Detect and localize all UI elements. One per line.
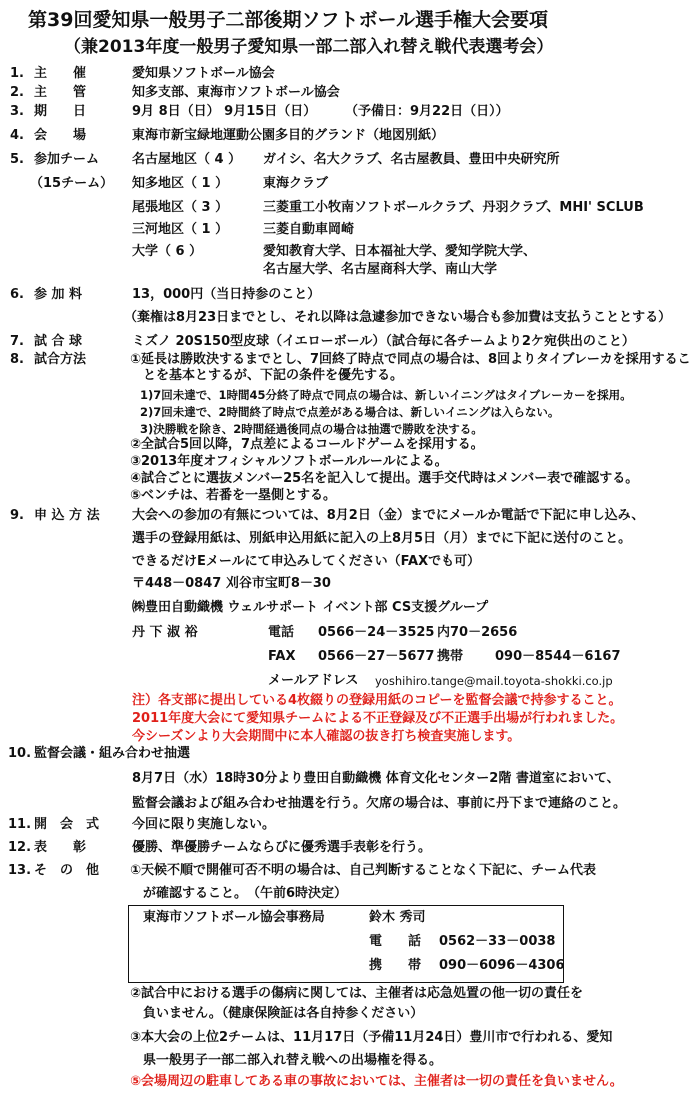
fax-number: 0566－27－5677 — [318, 649, 435, 664]
office-mobile: 090－6096－4306 — [439, 958, 565, 973]
section-number: 12. — [8, 840, 32, 855]
venue-text: 東海市新宝緑地運動公園多目的グランド（地図別紙） — [132, 128, 445, 143]
rule-line: ①延長は勝敗決するまでとし、7回終了時点で同点の場合は、8回よりタイブレーカを採用するこ — [130, 352, 691, 367]
ceremony-text: 今回に限り実施しない。 — [132, 817, 276, 832]
mail-label: メールアドレス — [268, 673, 359, 688]
section-number: 7. — [10, 334, 24, 349]
section-number: 11. — [8, 817, 32, 832]
apply-line: 選手の登録用紙は、別紙申込用紙に記入の上8月5日（月）までに下記に送付のこと。 — [132, 531, 632, 546]
section-number: 2. — [10, 85, 24, 100]
meeting-line: 監督会議および組み合わせ抽選を行う。欠席の場合は、事前に丹下まで連絡のこと。 — [132, 796, 627, 811]
meeting-line: 8月7日（水）18時30分より豊田自動織機 体育文化センター2階 書道室において、 — [132, 771, 620, 786]
tel-number: 0566－24－3525 — [318, 625, 435, 640]
area-teams: 三菱自動車岡崎 — [263, 222, 355, 237]
reserve-date-text: （予備日：9月22日（日）） — [345, 104, 509, 119]
other-item: 県一般男子一部二部入れ替え戦への出場権を得る。 — [130, 1053, 443, 1068]
rule-line: 1)7回未達で、1時間45分終了時点で同点の場合は、新しいイニングはタイブレーカーを採用。 — [140, 388, 632, 402]
section-number: 4. — [10, 128, 24, 143]
page-title: 第39回愛知県一般男子二部後期ソフトボール選手権大会要項 — [28, 9, 549, 31]
section-label: 主 管 — [34, 85, 87, 100]
contact-name: 丹 下 淑 裕 — [132, 625, 198, 640]
company-dept: ㈱豊田自動織機 ウェルサポート イベント部 CS支援グループ — [132, 600, 489, 615]
section-label: 期 日 — [34, 104, 87, 119]
rule-line: ④試合ごとに選抜メンバー25名を記入して提出。選手交代時はメンバー表で確認する。 — [130, 471, 639, 486]
rule-line: ③2013年度オフィシャルソフトボールルールによる。 — [130, 454, 448, 469]
section-number: 6. — [10, 287, 24, 302]
host-text: 知多支部、東海市ソフトボール協会 — [132, 85, 340, 100]
page-subtitle: （兼2013年度一般男子愛知県一部二部入れ替え戦代表選考会） — [64, 37, 554, 57]
section-label: 試 合 球 — [34, 334, 83, 349]
team-count: （15チーム） — [30, 176, 114, 191]
mail-address: yoshihiro.tange@mail.toyota-shokki.co.jp — [375, 674, 613, 688]
apply-line: できるだけEメールにて申込みしてください（FAXでも可） — [132, 554, 481, 569]
rule-line: とを基本とするが、下記の条件を優先する。 — [130, 368, 404, 383]
office-mobile-label: 携 帯 — [369, 958, 422, 973]
area-name: 名古屋地区（ 4 ） — [132, 152, 242, 167]
fee-note: （棄権は8月23日までとし、それ以降は急遽参加できない場合も参加費は支払うこととする） — [124, 310, 672, 325]
section-number: 10. — [8, 746, 32, 761]
section-label: 参 加 料 — [34, 287, 83, 302]
section-label: 表 彰 — [34, 840, 87, 855]
rule-line: 2)7回未達で、2時間終了時点で点差がある場合は、新しいイニングは入らない。 — [140, 405, 560, 419]
area-name: 知多地区（ 1 ） — [132, 176, 229, 191]
warning-note: 今シーズンより大会期間中に本人確認の抜き打ち検査実施します。 — [132, 729, 521, 744]
other-item: ③本大会の上位2チームは、11月17日（予備11月24日）豊川市で行われる、愛知 — [130, 1030, 613, 1045]
section-number: 3. — [10, 104, 24, 119]
office-person: 鈴木 秀司 — [369, 910, 426, 925]
postal-address: 〒448－0847 刈谷市宝町8－30 — [132, 576, 331, 591]
other-item: ②試合中における選手の傷病に関しては、主催者は応急処置の他一切の責任を — [130, 986, 584, 1001]
area-teams: 愛知教育大学、日本福祉大学、愛知学院大学、 — [263, 244, 537, 259]
section-label: 監督会議・組み合わせ抽選 — [34, 746, 191, 761]
section-label: 申 込 方 法 — [34, 508, 100, 523]
office-name: 東海市ソフトボール協会事務局 — [143, 910, 325, 925]
mobile-number: 090－8544－6167 — [495, 649, 621, 664]
area-teams: ガイシ、名大クラブ、名古屋教員、豊田中央研究所 — [263, 152, 560, 167]
ball-text: ミズノ 20S150型皮球（イエローボール）（試合毎に各チームより2ケ宛供出のこと） — [132, 334, 635, 349]
section-number: 9. — [10, 508, 24, 523]
office-tel: 0562－33－0038 — [439, 934, 556, 949]
area-name: 尾張地区（ 3 ） — [132, 200, 229, 215]
section-label: そ の 他 — [34, 863, 100, 878]
section-number: 8. — [10, 352, 24, 367]
section-label: 試合方法 — [34, 352, 87, 367]
tel-label: 電話 — [268, 625, 295, 640]
office-tel-label: 電 話 — [369, 934, 422, 949]
parking-warning: ⑤会場周辺の駐車してある車の事故においては、主催者は一切の責任を負いません。 — [130, 1074, 623, 1089]
dates-text: 9月 8日（日） 9月15日（日） — [132, 104, 317, 119]
area-name: 大学（ 6 ） — [132, 244, 203, 259]
area-name: 三河地区（ 1 ） — [132, 222, 229, 237]
rule-line: 3)決勝戦を除き、2時間経過後同点の場合は抽選で勝敗を決する。 — [140, 422, 483, 436]
section-number: 1. — [10, 66, 24, 81]
section-label: 主 催 — [34, 66, 87, 81]
mobile-label: 携帯 — [437, 649, 464, 664]
other-item: ①天候不順で開催可否不明の場合は、自己判断することなく下記に、チーム代表 — [130, 863, 597, 878]
area-teams: 東海クラブ — [263, 176, 329, 191]
section-number: 5. — [10, 152, 24, 167]
warning-note: 2011年度大会にて愛知県チームによる不正登録及び不正選手出場が行われました。 — [132, 711, 624, 726]
warning-note: 注）各支部に提出している4枚綴りの登録用紙のコピーを監督会議で持参すること。 — [132, 693, 622, 708]
section-label: 開 会 式 — [34, 817, 100, 832]
fee-text: 13，000円（当日持参のこと） — [132, 287, 321, 302]
area-teams-cont: 名古屋大学、名古屋商科大学、南山大学 — [263, 262, 498, 277]
award-text: 優勝、準優勝チームならびに優秀選手表彰を行う。 — [132, 840, 432, 855]
tel-extension: 内70－2656 — [437, 625, 518, 640]
section-label: 会 場 — [34, 128, 87, 143]
area-teams: 三菱重工小牧南ソフトボールクラブ、丹羽クラブ、MHI' SCLUB — [263, 200, 644, 215]
section-label: 参加チーム — [34, 152, 100, 167]
other-item: 負いません。（健康保険証は各自持参ください） — [130, 1006, 424, 1021]
apply-line: 大会への参加の有無については、8月2日（金）までにメールか電話で下記に申し込み、 — [132, 508, 645, 523]
contact-box — [128, 905, 564, 983]
rule-line: ⑤ベンチは、若番を一塁側とする。 — [130, 488, 337, 503]
other-item: が確認すること。 （午前6時決定） — [130, 886, 348, 901]
fax-label: FAX — [268, 649, 296, 664]
organizer-text: 愛知県ソフトボール協会 — [132, 66, 275, 81]
section-number: 13. — [8, 863, 32, 878]
rule-line: ②全試合5回以降，7点差によるコールドゲームを採用する。 — [130, 437, 484, 452]
